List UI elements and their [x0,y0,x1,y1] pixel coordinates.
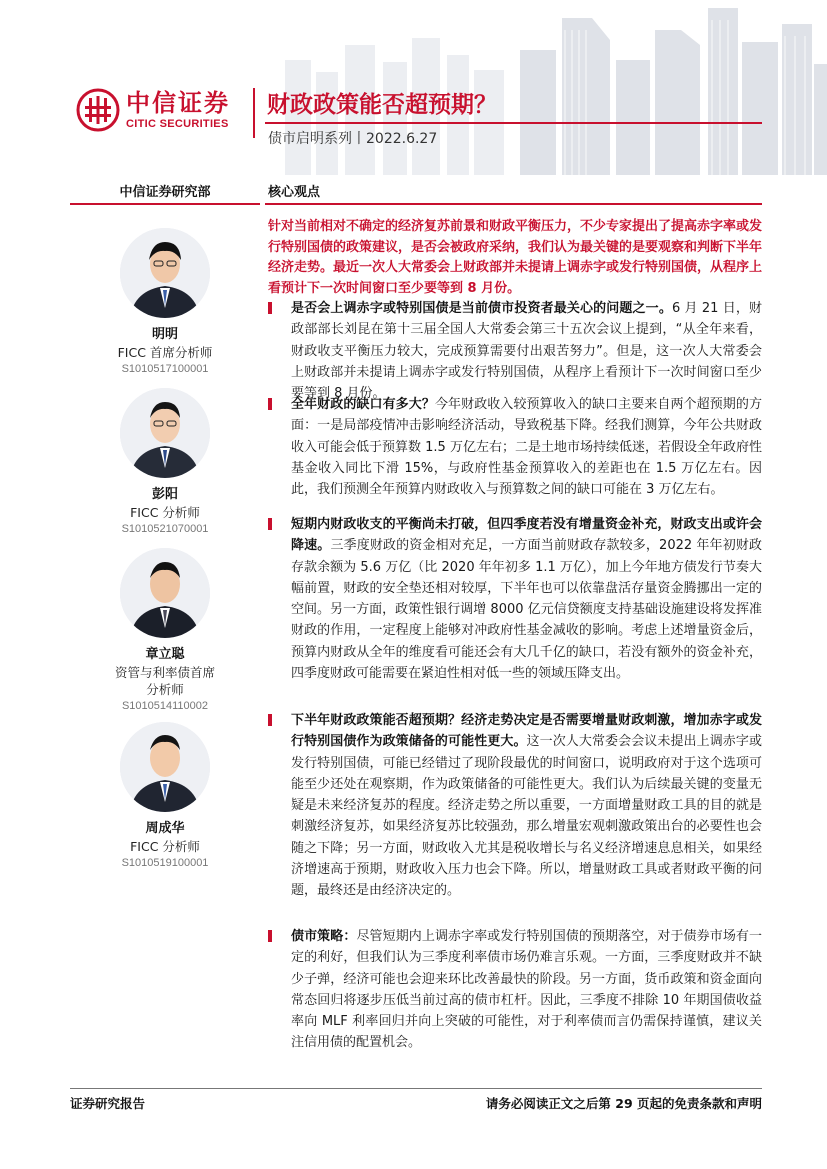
bullet-marker [268,302,272,314]
citic-logo [76,88,230,132]
analyst-name: 周成华 [145,821,185,836]
bullet-marker [268,518,272,530]
right-heading-rule [265,203,762,205]
analyst-cert: S1010519100001 [121,857,209,869]
analyst-title: FICC 分析师 [130,839,200,854]
series-and-date: 债市启明系列丨2022.6.27 [268,131,438,147]
analyst-photo [120,548,210,638]
analyst-photo [120,722,210,812]
bullet-marker [268,930,272,942]
analyst-card [70,722,260,871]
point-lead: 下半年财政政策能否超预期？经济走势决定是否需要增量财政刺激，增加赤字或发行特别国债作为政策储备的可能性更大。 [291,713,762,750]
analyst-name: 彭阳 [151,487,178,502]
point-lead: 全年财政的缺口有多大？ [291,397,435,412]
analyst-photo [120,228,210,318]
key-point [268,298,762,404]
analyst-title: FICC 分析师 [130,505,200,520]
report-title: 财政政策能否超预期？ [267,92,497,118]
key-point [268,710,762,902]
citic-emblem-icon [76,88,120,132]
title-rule [265,122,762,124]
analyst-card [70,548,260,714]
point-body: 今年财政收入较预算收入的缺口主要来自两个超预期的方面：一是局部疫情冲击影响经济活动，导致税基下降。经我们测算，今年公共财政收入可能会低于预算数 1.5 万亿左右；二是土地市场持续低迷，若假设全年政府性基金收入同比下滑 15%，与政府性基金预算收入的差距也在 1.5 万亿左右。因此，我们预测全年预算内财政收入与预算数之间的缺口可能在 3 万亿左右。 [291,397,762,498]
logo-chinese-name: 中信证券 [126,89,230,117]
point-body: 尽管短期内上调赤字率或发行特别国债的预期落空，对于债券市场有一定的利好，但我们认为三季度利率债市场仍难言乐观。一方面，三季度财政并不缺少子弹，经济可能也会迎来环比改善最快的阶段。另一方面，货币政策和资金面向常态回归将逐步压低当前过高的债市杠杆。因此，三季度不排除 10 年期国债收益率向 MLF 利率回归并向上突破的可能性，对于利率债而言仍需保持谨慎，建议关注信用债的配置机会。 [291,929,762,1051]
analyst-title: FICC 首席分析师 [117,345,213,360]
point-body: 6 月 21 日，财政部部长刘昆在第十三届全国人大常委会第三十五次会议上提到，“从全年来看，财政收支平衡压力较大，完成预算需要付出艰苦努力”。但是，这一次人大常委会上财政部并未提请上调赤字或发行特别国债，从程序上看预计下一次时间窗口至少要等到 8 月份。 [291,301,762,402]
core-views-heading: 核心观点 [268,185,321,200]
core-summary: 针对当前相对不确定的经济复苏前景和财政平衡压力，不少专家提出了提高赤字率或发行特别国债的政策建议，是否会被政府采纳，我们认为最关键的是要观察和判断下半年经济走势。最近一次人大常委会上财政部并未提请上调赤字或发行特别国债，从程序上看预计下一次时间窗口至少要等到 8 月份。 [268,219,763,296]
analyst-cert: S1010517100001 [121,363,209,375]
footer-disclaimer: 请务必阅读正文之后第 29 页起的免责条款和声明 [485,1096,762,1111]
footer-rule [70,1088,762,1089]
analyst-name: 章立聪 [145,647,185,662]
bullet-marker [268,398,272,410]
key-point [268,926,762,1054]
point-body: 这一次人大常委会会议未提出上调赤字或发行特别国债，可能已经错过了现阶段最优的时间窗口，说明政府对于这个选项可能至少还处在观察期，作为政策储备的可能性更大。我们认为后续最关键的变量无疑是未来经济复苏的程度。经济走势之所以重要，一方面增量财政工具的目的就是刺激经济复苏，如果经济复苏比较强劲，那么增量宏观刺激政策出台的必要性也会随之下降；另一方面，财政收入尤其是税收增长与名义经济增速息息相关，如果经济增速高于预期，财政收入压力也会下降。所以，增量财政工具或者财政平衡的问题，最终还是由经济决定的。 [291,734,762,899]
logo-divider [253,88,255,138]
point-lead: 债市策略： [291,929,357,944]
left-heading-rule [70,203,260,205]
bullet-marker [268,714,272,726]
logo-english-name: CITIC SECURITIES [126,118,229,130]
analyst-cert: S1010521070001 [121,523,209,535]
analyst-photo [120,388,210,478]
research-dept-heading: 中信证券研究部 [119,185,211,200]
analyst-title: 资管与利率债首席分析师 [114,665,215,697]
key-point [268,514,762,684]
analyst-card [70,388,260,537]
point-lead: 是否会上调赤字或特别国债是当前债市投资者最关心的问题之一。 [291,301,672,316]
point-lead: 短期内财政收支的平衡尚未打破，但四季度若没有增量资金补充，财政支出或许会降速。 [291,517,762,554]
analyst-cert: S1010514110002 [121,700,209,712]
footer-report-type: 证券研究报告 [70,1096,146,1111]
analyst-card [70,228,260,377]
analyst-name: 明明 [151,327,178,342]
key-point [268,394,762,500]
point-body: 三季度财政的资金相对充足，一方面当前财政存款较多，2022 年年初财政存款余额为 5.6 万亿（比 2020 年年初多 1.1 万亿），加上今年地方债发行节奏大幅前置，财政的安全垫还相对较厚，下半年也可以依靠盘活存量资金腾挪出一定的空间。另一方面，政策性银行调增 8000 亿元信贷额度支持基础设施建设将发挥准财政的作用，一定程度上能够对冲政府性基金减收的影响。考虑上述增量资金后，预算内财政从全年的维度看可能还会有大几千亿的缺口，若没有额外的资金补充，四季度财政可能需要在紧迫性相对低一些的领域压降支出。 [291,538,762,682]
